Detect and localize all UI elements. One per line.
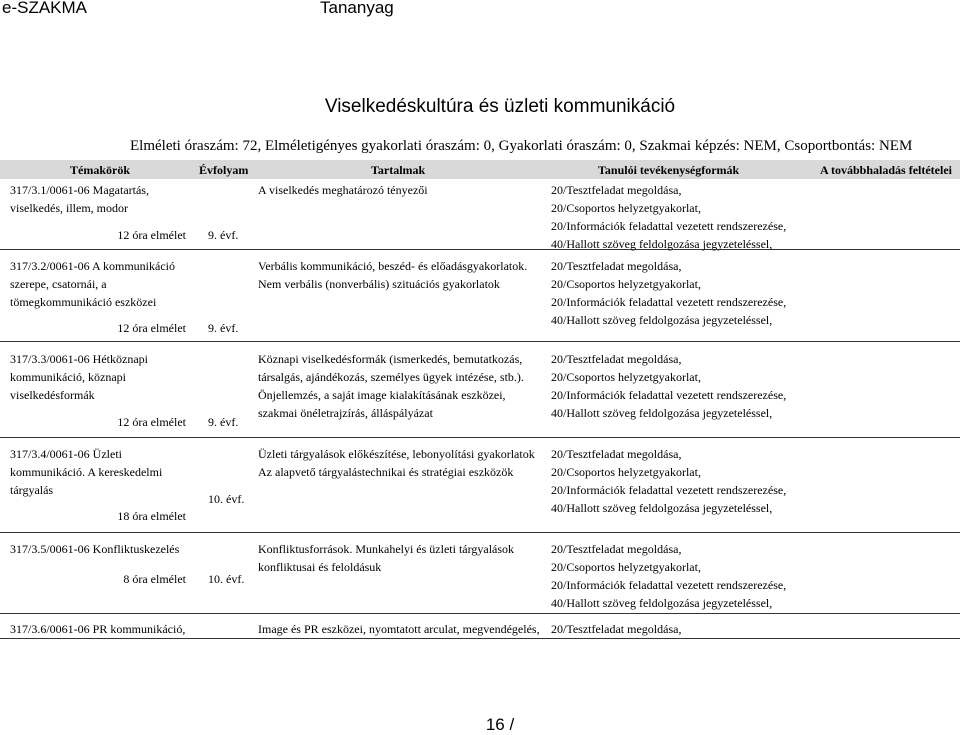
table-header [0,160,960,179]
page-title: Viselkedéskultúra és üzleti kommunikáció [324,96,676,117]
activity-item: 20/Információk feladattal vezetett rendszerezése, [551,483,787,497]
activity-item: 20/Tesztfeladat megoldása, [551,447,682,461]
activity-item: 20/Információk feladattal vezetett rendszerezése, [551,295,787,309]
activity-item: 40/Hallott szöveg feldolgozása jegyzeteléssel, [551,237,773,251]
activities-cell [551,445,811,517]
table-row [0,445,960,531]
row-divider [0,638,960,639]
activity-item: 20/Csoportos helyzetgyakorlat, [551,370,701,384]
table-row [0,257,960,343]
header-activities: Tanulói tevékenységformák [598,163,740,177]
activity-item: 20/Csoportos helyzetgyakorlat, [551,277,701,291]
activity-item: 20/Információk feladattal vezetett rendszerezése, [551,388,787,402]
topic-cell: 317/3.4/0061-06 Üzleti kommunikáció. A kereskedelmi tárgyalás [10,447,163,497]
activity-item: 20/Csoportos helyzetgyakorlat, [551,465,701,479]
activity-item: 20/Tesztfeladat megoldása, [551,542,682,556]
row-divider [0,437,960,438]
top-bar [0,0,960,20]
content-cell: Köznapi viselkedésformák (ismerkedés, bemutatkozás, társalgás, ajándékozás, személyes ügyek intézése, stb.). Önjellemzés, a saját image kialakításának eszközei, szakmai önéletrajzírás, álláspályázat [258,352,524,420]
activity-item: 40/Hallott szöveg feldolgozása jegyzeteléssel, [551,501,773,515]
page-number: 16 / [485,715,515,734]
activity-item: 20/Tesztfeladat megoldása, [551,622,682,636]
topic-cell: 317/3.3/0061-06 Hétköznapi kommunikáció, köznapi viselkedésformák [10,352,148,402]
content-cell: Üzleti tárgyalások előkészítése, lebonyolítási gyakorlatok Az alapvető tárgyalástechnikai és stratégiai eszközök [258,447,535,479]
activity-item: 20/Tesztfeladat megoldása, [551,183,682,197]
row-divider [0,532,960,533]
activity-item: 40/Hallott szöveg feldolgozása jegyzeteléssel, [551,596,773,610]
activity-item: 40/Hallott szöveg feldolgozása jegyzeteléssel, [551,406,773,420]
header-contents: Tartalmak [371,163,426,177]
row-divider [0,249,960,250]
activity-item: 20/Csoportos helyzetgyakorlat, [551,560,701,574]
activities-cell [551,181,811,253]
content-cell: Image és PR eszközei, nyomtatott arculat, megvendégelés, [258,622,540,636]
activities-cell [551,540,811,612]
activity-item: 20/Információk feladattal vezetett rendszerezése, [551,219,787,233]
table-row [0,540,960,610]
content-cell: Verbális kommunikáció, beszéd- és előadásgyakorlatok. Nem verbális (nonverbális) szituációs gyakorlatok [258,259,528,291]
hours-cell: 8 óra elmélet [123,572,186,586]
year-cell: 9. évf. [208,228,239,242]
hours-cell: 12 óra elmélet [117,321,186,335]
hours-cell: 12 óra elmélet [117,228,186,242]
table-row [0,620,960,640]
header-conditions: A továbbhaladás feltételei [820,163,952,177]
year-cell: 10. évf. [208,572,245,586]
year-cell: 9. évf. [208,415,239,429]
activities-cell [551,257,811,329]
activities-cell [551,620,811,638]
brand-link[interactable]: e-SZAKMA [2,0,88,17]
topic-cell: 317/3.5/0061-06 Konfliktuskezelés [10,542,180,556]
year-cell: 9. évf. [208,321,239,335]
year-cell: 10. évf. [208,492,245,506]
table-row [0,181,960,251]
topic-cell: 317/3.1/0061-06 Magatartás, viselkedés, illem, modor [10,183,149,215]
hours-cell: 18 óra elmélet [117,509,186,523]
activities-cell [551,350,811,422]
header-topics: Témakörök [70,163,130,177]
activity-item: 20/Csoportos helyzetgyakorlat, [551,201,701,215]
row-divider [0,613,960,614]
header-year: Évfolyam [199,163,249,177]
activity-item: 40/Hallott szöveg feldolgozása jegyzeteléssel, [551,313,773,327]
content-cell: Konfliktusforrások. Munkahelyi és üzleti tárgyalások konfliktusai és feloldásuk [258,542,515,574]
topic-cell: 317/3.6/0061-06 PR kommunikáció, [10,622,186,636]
table-row [0,350,960,436]
activity-item: 20/Tesztfeladat megoldása, [551,352,682,366]
activity-item: 20/Tesztfeladat megoldása, [551,259,682,273]
activity-item: 20/Információk feladattal vezetett rendszerezése, [551,578,787,592]
content-cell: A viselkedés meghatározó tényezői [258,183,428,197]
section-link[interactable]: Tananyag [320,0,394,17]
page-subtitle: Elméleti óraszám: 72, Elméletigényes gyakorlati óraszám: 0, Gyakorlati óraszám: 0, Szakmai képzés: NEM, Csoportbontás: NEM [130,138,913,154]
row-divider [0,341,960,342]
topic-cell: 317/3.2/0061-06 A kommunikáció szerepe, csatornái, a tömegkommunikáció eszközei [10,259,175,309]
hours-cell: 12 óra elmélet [117,415,186,429]
